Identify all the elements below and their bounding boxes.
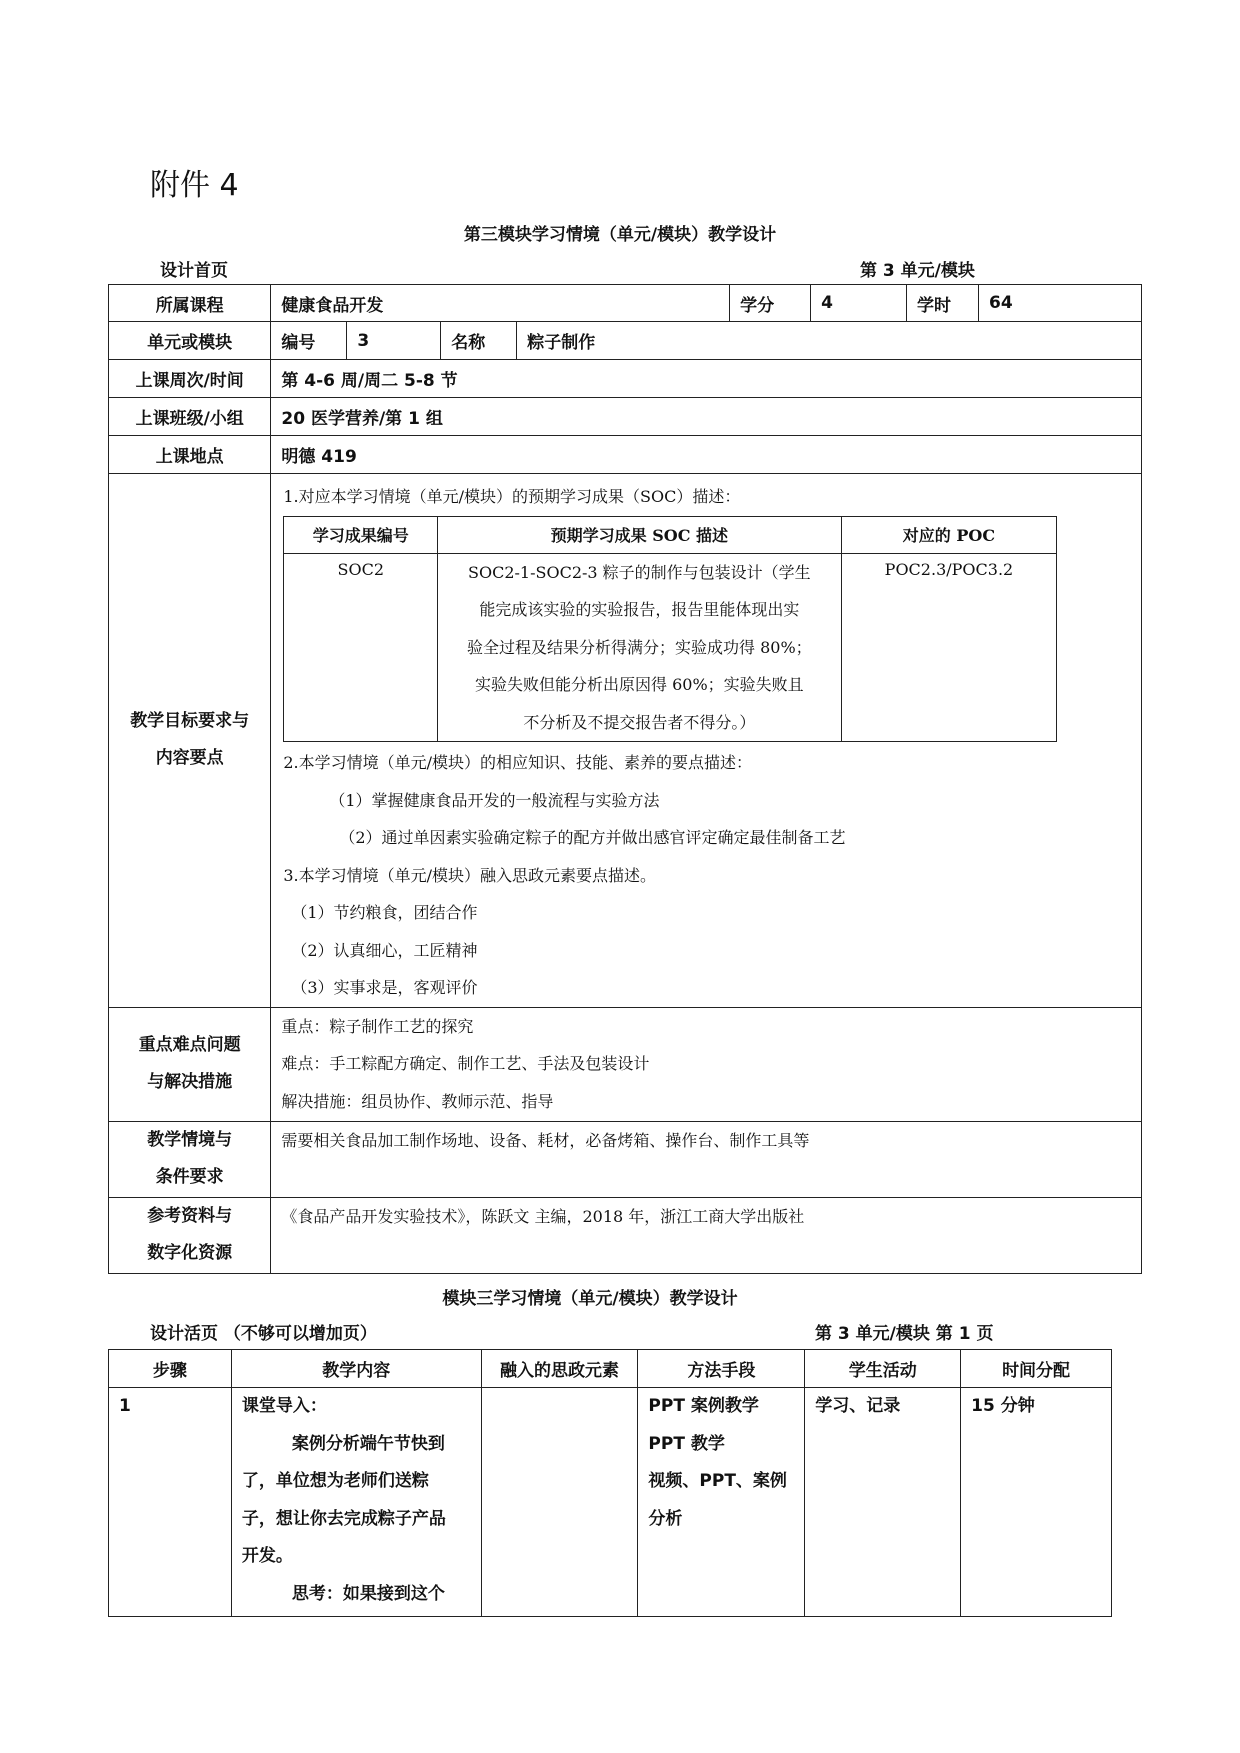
- table-row: [109, 1388, 1112, 1617]
- row1-content-line: 案例分析端午节快到: [291, 1433, 445, 1454]
- row1-ideology: [481, 1388, 638, 1617]
- soc-code: SOC2: [284, 553, 438, 742]
- goals-content: [271, 474, 1142, 1008]
- soc-header-poc: 对应的 POC: [841, 516, 1057, 553]
- row1-method-line: PPT 教学: [648, 1433, 725, 1454]
- soc-desc-line: SOC2-1-SOC2-3 粽子的制作与包装设计（学生: [468, 562, 811, 582]
- difficulty-line: 难点：手工粽配方确定、制作工艺、手法及包装设计: [281, 1054, 650, 1073]
- references-label: [109, 1197, 271, 1273]
- col-ideology: 融入的思政元素: [481, 1350, 638, 1388]
- row1-content-line: 课堂导入：: [241, 1396, 327, 1416]
- soc-table: [283, 516, 1057, 743]
- difficulty-label: [109, 1007, 271, 1121]
- conditions-label-line2: 条件要求: [155, 1167, 224, 1187]
- goals-item2: 2.本学习情境（单元/模块）的相应知识、技能、素养的要点描述：: [283, 753, 753, 772]
- row1-method: [638, 1388, 805, 1617]
- row1-method-line: 视频、PPT、案例: [648, 1471, 787, 1491]
- course-value: 健康食品开发: [271, 285, 730, 322]
- difficulty-label-line1: 重点难点问题: [138, 1034, 241, 1055]
- difficulty-line: 重点：粽子制作工艺的探究: [281, 1016, 474, 1036]
- soc-desc-line: 不分析及不提交报告者不得分。）: [523, 712, 756, 732]
- row1-method-line: PPT 案例教学: [648, 1396, 759, 1416]
- references-text: 《食品产品开发实验技术》，陈跃文 主编，2018 年，浙江工商大学出版社: [271, 1197, 1142, 1273]
- activity-table: [108, 1349, 1112, 1617]
- soc-desc-line: 验全过程及结果分析得满分；实验成功得 80%；: [467, 637, 812, 657]
- conditions-label-line1: 教学情境与: [147, 1129, 233, 1150]
- soc-header-desc: 预期学习成果 SOC 描述: [438, 516, 841, 553]
- unit-label: 单元或模块: [109, 322, 271, 360]
- soc-desc-line: 能完成该实验的实验报告，报告里能体现出实: [479, 600, 800, 619]
- soc-desc: [438, 553, 841, 742]
- row1-content-line: 思考：如果接到这个: [291, 1583, 445, 1604]
- goals-label-line1: 教学目标要求与: [130, 710, 250, 731]
- difficulty-line: 解决措施：组员协作、教师示范、指导: [281, 1091, 554, 1111]
- form2-right-header: 第 3 单元/模块 第 1 页: [815, 1324, 994, 1344]
- col-content: 教学内容: [231, 1350, 481, 1388]
- class-label: 上课班级/小组: [109, 398, 271, 436]
- attachment-label: 附件 4: [150, 168, 239, 203]
- soc-desc-line: 实验失败但能分析出原因得 60%；实验失败且: [475, 675, 804, 694]
- col-activity: 学生活动: [805, 1350, 961, 1388]
- name-label: 名称: [441, 322, 517, 360]
- goals-item2-point: （2）通过单因素实验确定粽子的配方并做出感官评定确定最佳制备工艺: [339, 828, 846, 847]
- name-value: 粽子制作: [517, 322, 1142, 360]
- goals-label-line2: 内容要点: [155, 748, 224, 769]
- form2-title: 模块三学习情境（单元/模块）教学设计: [442, 1289, 738, 1309]
- goals-item3-point: （3）实事求是，客观评价: [291, 978, 478, 997]
- place-value: 明德 419: [271, 436, 1142, 474]
- goals-label: [109, 474, 271, 1008]
- form2-left-header: 设计活页 （不够可以增加页）: [150, 1324, 377, 1344]
- col-method: 方法手段: [638, 1350, 805, 1388]
- form1-left-header: 设计首页: [160, 261, 228, 281]
- design-cover-table: [108, 284, 1142, 1274]
- col-step: 步骤: [109, 1350, 232, 1388]
- row1-content-line: 开发。: [241, 1546, 293, 1566]
- difficulty-content: [271, 1007, 1142, 1121]
- course-label: 所属课程: [109, 285, 271, 322]
- goals-item3: 3.本学习情境（单元/模块）融入思政元素要点描述。: [283, 865, 657, 885]
- time-value: 第 4-6 周/周二 5-8 节: [271, 360, 1142, 398]
- row1-activity: 学习、记录: [805, 1388, 961, 1617]
- class-value: 20 医学营养/第 1 组: [271, 398, 1142, 436]
- time-label: 上课周次/时间: [109, 360, 271, 398]
- goals-item1: 1.对应本学习情境（单元/模块）的预期学习成果（SOC）描述：: [283, 487, 741, 506]
- number-value: 3: [347, 322, 441, 360]
- difficulty-label-line2: 与解决措施: [147, 1072, 233, 1092]
- row1-content-line: 了，单位想为老师们送粽: [241, 1471, 429, 1491]
- form1-title: 第三模块学习情境（单元/模块）教学设计: [463, 225, 777, 245]
- credit-label: 学分: [730, 285, 811, 322]
- conditions-label: [109, 1121, 271, 1197]
- row1-time: 15 分钟: [961, 1388, 1112, 1617]
- references-label-line1: 参考资料与: [147, 1205, 233, 1226]
- goals-item3-point: （1）节约粮食，团结合作: [291, 903, 478, 922]
- goals-item3-point: （2）认真细心，工匠精神: [291, 940, 478, 960]
- row1-content-line: 子，想让你去完成粽子产品: [241, 1508, 446, 1529]
- row1-method-line: 分析: [648, 1508, 683, 1529]
- form1-right-header: 第 3 单元/模块: [860, 261, 975, 281]
- references-label-line2: 数字化资源: [147, 1243, 233, 1263]
- hours-label: 学时: [907, 285, 979, 322]
- hours-value: 64: [979, 285, 1142, 322]
- credit-value: 4: [811, 285, 907, 322]
- goals-item2-point: （1）掌握健康食品开发的一般流程与实验方法: [329, 790, 660, 810]
- conditions-text: 需要相关食品加工制作场地、设备、耗材，必备烤箱、操作台、制作工具等: [271, 1121, 1142, 1197]
- place-label: 上课地点: [109, 436, 271, 474]
- row1-step: 1: [109, 1388, 232, 1617]
- soc-poc: POC2.3/POC3.2: [841, 553, 1057, 742]
- number-label: 编号: [271, 322, 347, 360]
- col-time: 时间分配: [961, 1350, 1112, 1388]
- soc-header-code: 学习成果编号: [284, 516, 438, 553]
- row1-content: [231, 1388, 481, 1617]
